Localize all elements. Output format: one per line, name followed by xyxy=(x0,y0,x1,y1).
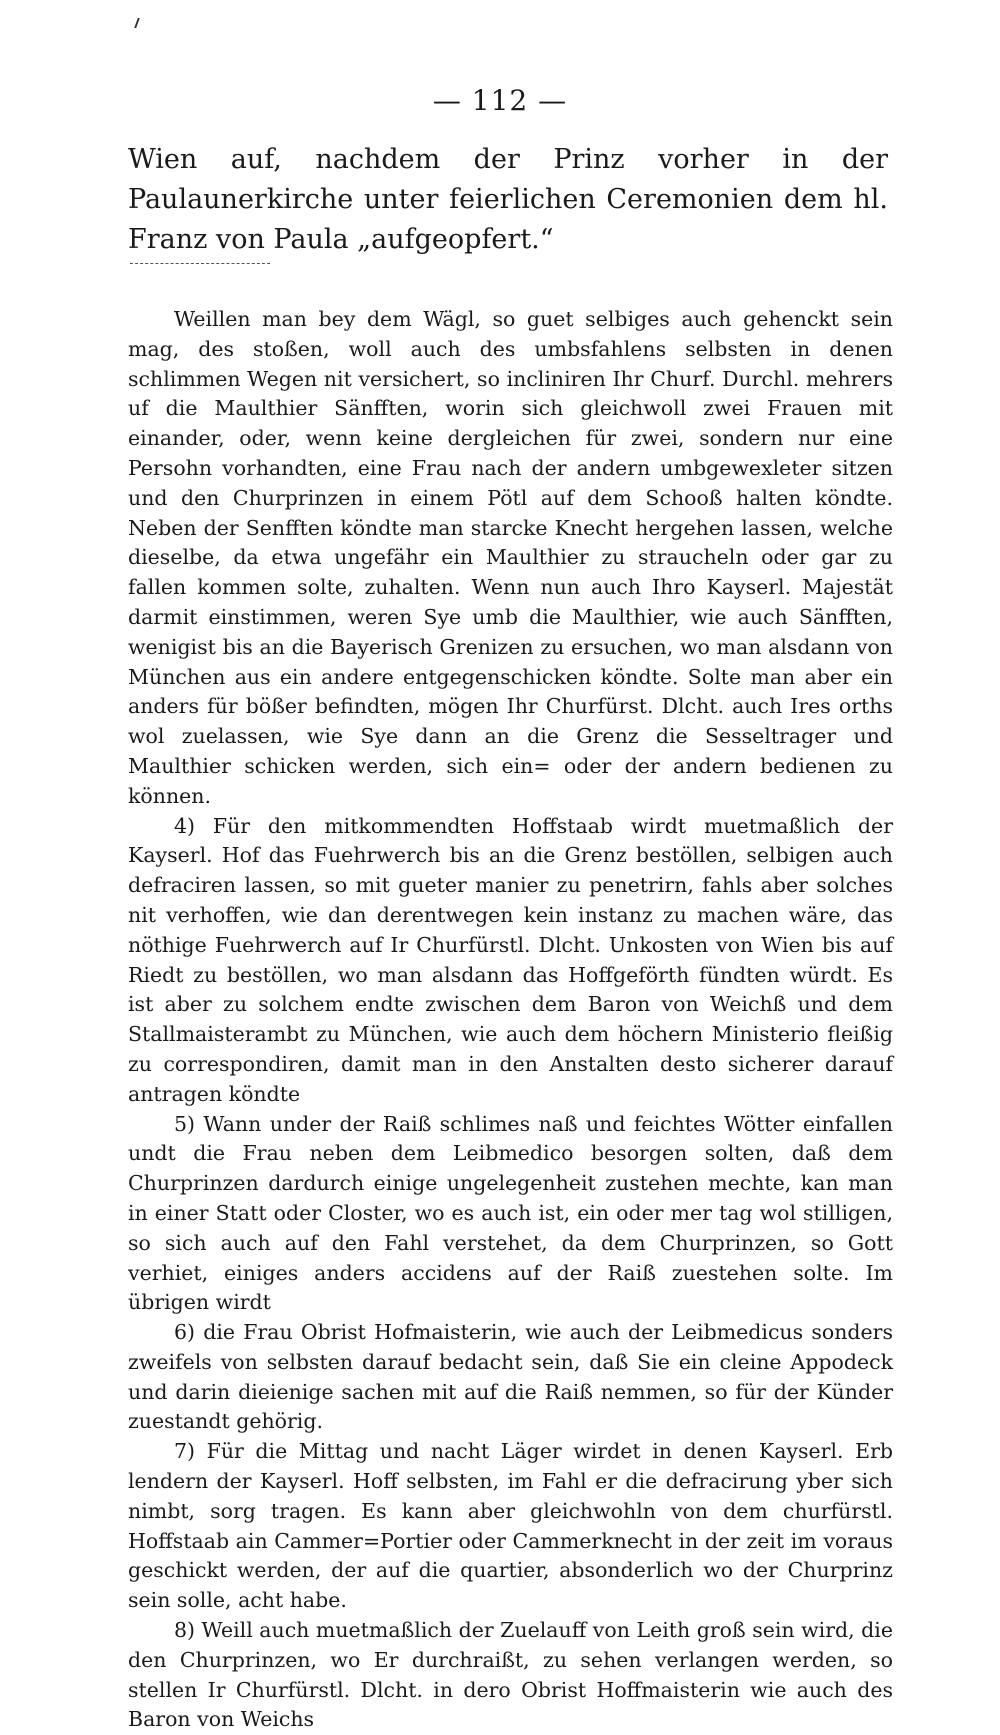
paragraph-main: Weillen man bey dem Wägl, so guet selbiges auch gehenckt sein mag, des stoßen, woll auch des umbsfahlens selbsten in denen schlimmen Wegen nit versichert, so incliniren Ihr Churf. Durchl. mehrers uf die Maulthier Sänfften, worin sich gleichwoll zwei Frauen mit einander, oder, wenn keine dergleichen für zwei, sondern nur eine Persohn vorhandten, eine Frau nach der andern umbgewexleter sitzen und den Churprinzen in einem Pötl auf dem Schooß halten köndte. Neben der Senfften köndte man starcke Knecht hergehen lassen, welche dieselbe, da etwa ungefähr ein Maulthier zu straucheln oder gar zu fallen kommen solte, zuhalten. Wenn nun auch Ihro Kayserl. Majestät darmit einstimmen, weren Sye umb die Maulthier, wie auch Sänfften, wenigist bis an die Bayerisch Grenizen zu ersuchen, wo man alsdann von München aus ein andere entgegenschicken köndte. Solte man aber ein anders für bößer befindten, mögen Ihr Churfürst. Dlcht. auch Ires orths wol zuelassen, wie Sye dann an die Grenz die Sesseltrager und Maulthier schicken werden, sich ein= oder der andern bedienen zu können. xyxy=(128,307,893,808)
paragraph-6: 6) die Frau Obrist Hofmaisterin, wie auch der Leibmedicus sonders zweifels von selbsten darauf bedacht sein, daß Sie ein cleine Appodeck und darin dieienige sachen mit auf die Raiß nemmen, so für der Künder zuestandt gehörig. xyxy=(128,1320,893,1434)
page-number: — 112 — xyxy=(432,84,568,117)
section-divider xyxy=(130,263,270,264)
paragraph-5: 5) Wann under der Raiß schlimes naß und feichtes Wötter einfallen undt die Frau neben dem Leibmedico besorgen solten, daß dem Churprinzen dardurch einige ungelegenheit zustehen mechte, kan man in einer Statt oder Closter, wo es auch ist, ein oder mer tag wol stilligen, so sich auch auf den Fahl verstehet, da dem Churprinzen, so Gott verhiet, einiges anders accidens auf der Raiß zuestehen solte. Im übrigen wirdt xyxy=(128,1111,893,1315)
paragraph-7: 7) Für die Mittag und nacht Läger wirdet in denen Kayserl. Erb lendern der Kayserl. Hoff selbsten, im Fahl er die defracirung yber sich nimbt, sorg tragen. Es kann aber gleichwohln von dem churfürstl. Hoffstaab ain Cammer=Portier oder Cammerknecht in der zeit im voraus geschickt werden, der auf die quartier, absonderlich wo der Churprinz sein solle, acht habe. xyxy=(128,1439,893,1613)
document-body xyxy=(128,305,893,1735)
stray-mark xyxy=(134,18,144,28)
paragraph-8: 8) Weill auch muetmaßlich der Zuelauff von Leith groß sein wird, die den Churprinzen, wo Er durchraißt, zu sehen verlangen werden, so stellen Ir Churfürstl. Dlcht. in dero Obrist Hoffmaisterin wie auch des Baron von Weichs xyxy=(128,1618,893,1732)
intro-paragraph: Wien auf, nachdem der Prinz vorher in der Paulaunerkirche unter feierlichen Ceremonien dem hl. Franz von Paula „aufgeopfert.“ xyxy=(128,144,888,255)
paragraph-4: 4) Für den mitkommendten Hoffstaab wirdt muetmaßlich der Kayserl. Hof das Fuehrwerch bis an die Grenz bestöllen, selbigen auch defraciren lassen, so mit gueter manier zu penetrirn, fahls aber solches nit verhoffen, wie dan derentwegen kein instanz zu machen wäre, das nöthige Fuehrwerch auf Ir Churfürstl. Dlcht. Unkosten von Wien bis auf Riedt zu bestöllen, wo man alsdann das Hoffgeförth fündten würdt. Es ist aber zu solchem endte zwischen dem Baron von Weichß und dem Stallmaisterambt zu München, wie auch dem höchern Ministerio fleißig zu correspondiren, damit man in den Anstalten desto sicherer darauf antragen köndte xyxy=(128,813,893,1106)
